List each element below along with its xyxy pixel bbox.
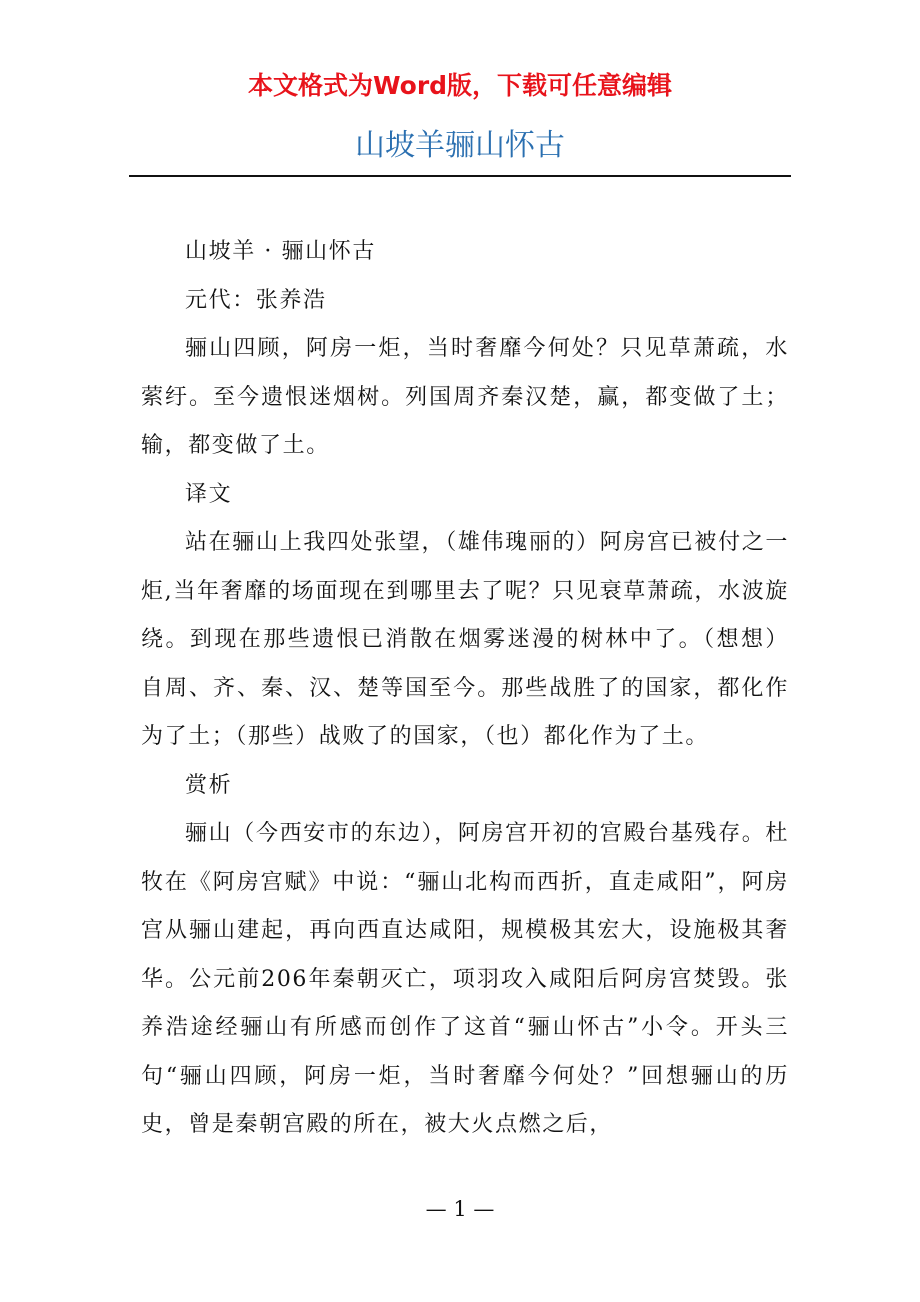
poem-author: 元代：张养浩 [185, 287, 327, 313]
poem-title: 山坡羊 · 骊山怀古 [185, 239, 376, 264]
page-number: — 1 — [425, 1197, 495, 1221]
document-title: 山坡羊骊山怀古 [355, 128, 565, 163]
appreciation-heading: 赏析 [185, 772, 233, 798]
translation-text: 站在骊山上我四处张望，（雄伟瑰丽的）阿房宫已被付之一炬,当年奢靡的场面现在到哪里去了呢？只见衰草萧疏，水波旋绕。到现在那些遗恨已消散在烟雾迷漫的树林中了。（想想）自周、齐、秦、汉、楚等国至今。那些战胜了的国家，都化作为了土；（那些）战败了的国家，（也）都化作为了土。 [141, 530, 789, 749]
translation-heading: 译文 [185, 481, 233, 507]
poem-text: 骊山四顾，阿房一炬，当时奢靡今何处？只见草萧疏，水萦纡。至今遗恨迷烟树。列国周齐秦汉楚，赢，都变做了土；输，都变做了土。 [141, 336, 789, 458]
format-notice: 本文格式为Word版，下载可任意编辑 [247, 71, 673, 100]
appreciation-text: 骊山（今西安市的东边），阿房宫开初的宫殿台基残存。杜牧在《阿房宫赋》中说：“骊山北构而西折，直走咸阳”，阿房宫从骊山建起，再向西直达咸阳，规模极其宏大，设施极其奢华。公元前206年秦朝灭亡，项羽攻入咸阳后阿房宫焚毁。张养浩途经骊山有所感而创作了这首“骊山怀古”小令。开头三句“骊山四顾，阿房一炬，当时奢靡今何处？”回想骊山的历史，曾是秦朝宫殿的所在，被大火点燃之后， [141, 821, 789, 1137]
document-body [141, 228, 789, 1150]
title-divider [129, 175, 791, 177]
